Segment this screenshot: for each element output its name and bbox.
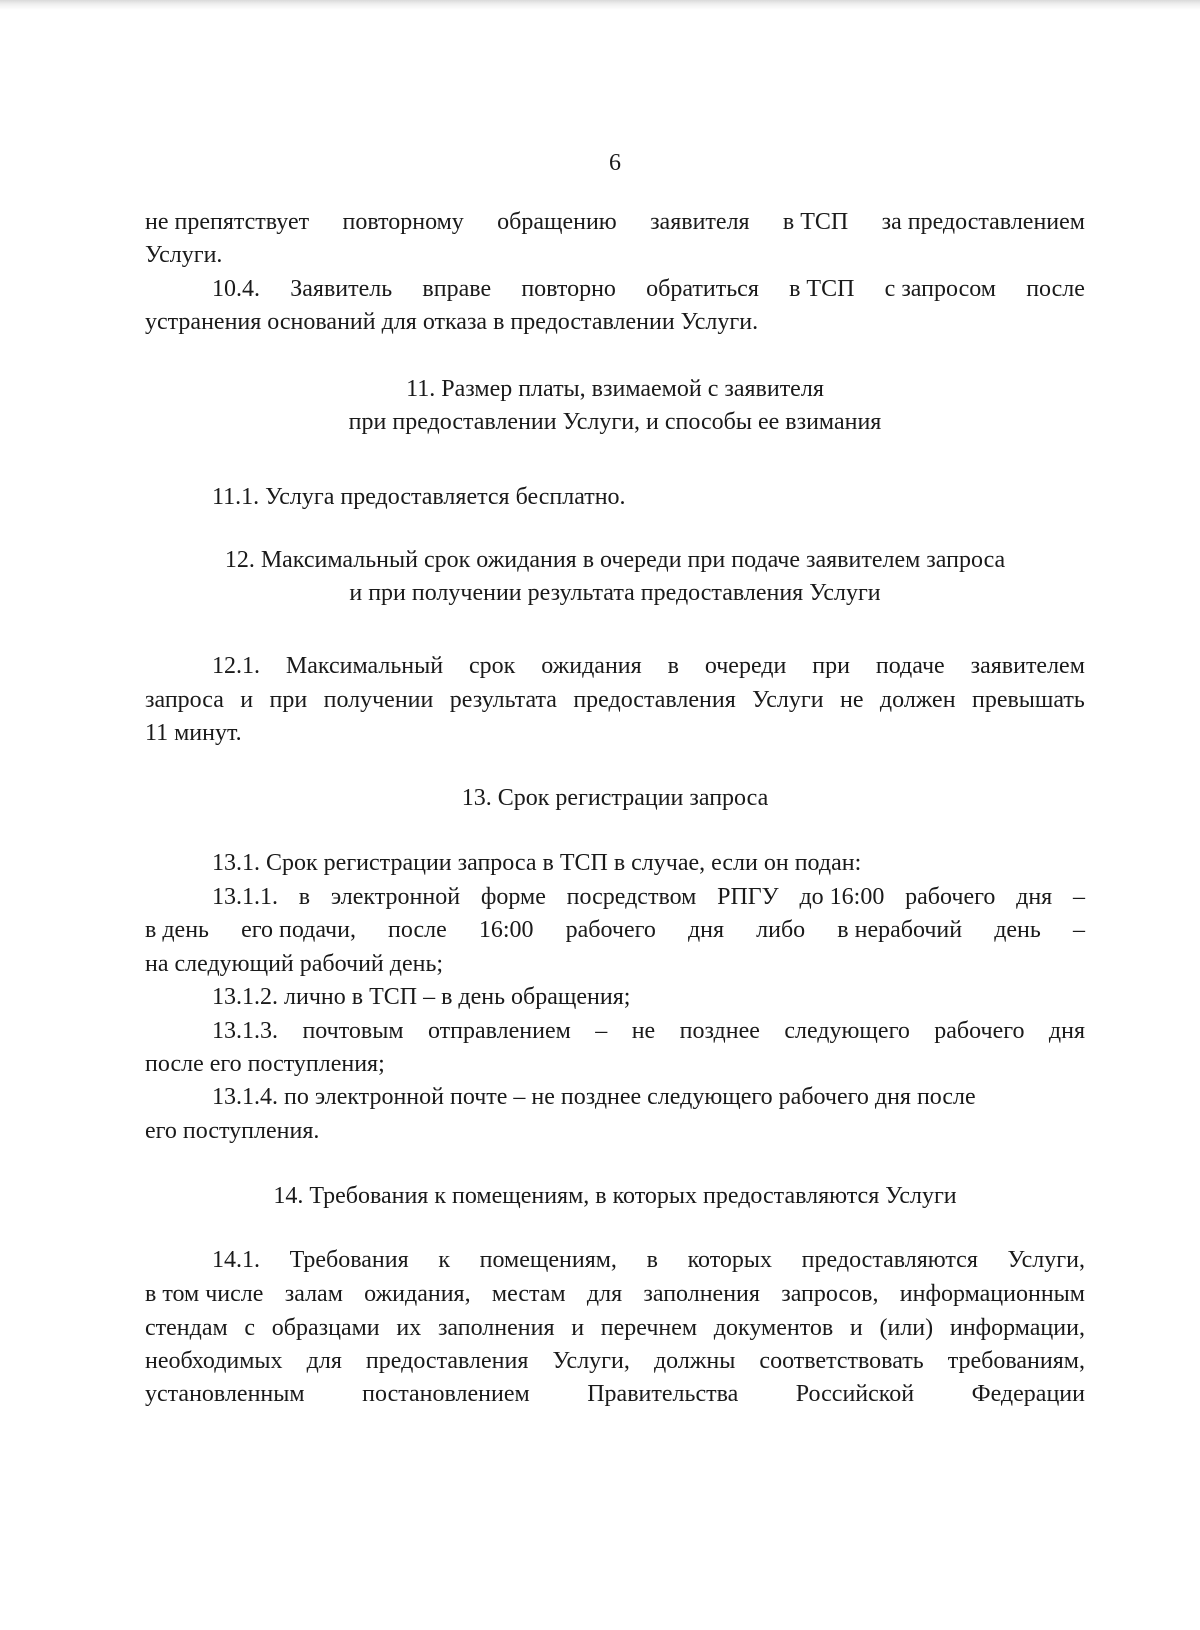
word: к <box>438 1247 450 1273</box>
section-heading-line: 13. Срок регистрации запроса <box>461 785 769 811</box>
word: – <box>1072 917 1085 943</box>
word: предоставляются <box>801 1247 978 1273</box>
text-line <box>145 1346 1085 1376</box>
word: дня <box>687 917 725 943</box>
word: с запросом <box>884 276 996 302</box>
text-line <box>212 651 1085 681</box>
text-line <box>212 274 1085 304</box>
text-line: после его поступления; <box>145 1051 385 1077</box>
word: в нерабочий <box>837 917 963 943</box>
word: предоставления <box>573 687 736 713</box>
text-line: 13.1.4. по электронной почте – не позднее следующего рабочего дня после <box>212 1084 976 1110</box>
word: постановлением <box>362 1381 530 1407</box>
word: обращению <box>497 209 617 235</box>
word: Услуги, <box>552 1348 630 1374</box>
word: – <box>595 1018 608 1044</box>
text-line: 13.1.2. лично в ТСП – в день обращения; <box>212 984 631 1010</box>
word: его подачи, <box>241 917 356 943</box>
word: не <box>840 687 864 713</box>
word: заполнения <box>643 1281 760 1307</box>
word: после <box>388 917 447 943</box>
word: при <box>812 653 850 679</box>
word: срок <box>469 653 516 679</box>
text-line <box>212 882 1085 912</box>
text-line: 11.1. Услуга предоставляется бесплатно. <box>212 484 626 510</box>
word: залам <box>284 1281 343 1307</box>
word: дня <box>1048 1018 1085 1044</box>
word: в <box>298 884 311 910</box>
word: рабочего <box>905 884 996 910</box>
word: в <box>646 1247 658 1273</box>
word: вправе <box>422 276 492 302</box>
word: Услуги <box>752 687 824 713</box>
word: Российской <box>795 1381 915 1407</box>
text-line: устранения оснований для отказа в предоставлении Услуги. <box>145 309 759 335</box>
text-line <box>145 1379 1085 1409</box>
word: рабочего <box>565 917 656 943</box>
word: при <box>269 687 308 713</box>
text-line <box>145 207 1085 237</box>
word: РПГУ <box>717 884 779 910</box>
text-line: Услуги. <box>145 242 223 268</box>
word: в ТСП <box>782 209 849 235</box>
word: Максимальный <box>285 653 444 679</box>
page-number: 6 <box>609 150 621 176</box>
word: необходимых <box>145 1348 283 1374</box>
word: не <box>631 1018 656 1044</box>
word: перечнем <box>600 1315 698 1341</box>
word: для <box>306 1348 342 1374</box>
word: с <box>244 1315 256 1341</box>
word: получении <box>323 687 434 713</box>
word: повторно <box>521 276 616 302</box>
word: за предоставлением <box>881 209 1085 235</box>
word: ожидания, <box>364 1281 471 1307</box>
word: Заявитель <box>290 276 393 302</box>
word: позднее <box>679 1018 760 1044</box>
word: электронной <box>330 884 461 910</box>
text-line: его поступления. <box>145 1118 320 1144</box>
word: 10.4. <box>212 276 260 302</box>
word: форме <box>480 884 546 910</box>
section-heading-line: и при получении результата предоставления Услуги <box>349 580 881 606</box>
section-heading-line: 12. Максимальный срок ожидания в очереди при подаче заявителем запроса <box>224 547 1006 573</box>
word: местам <box>491 1281 566 1307</box>
word: Федерации <box>971 1381 1085 1407</box>
word: соответствовать <box>759 1348 924 1374</box>
text-line: 13.1. Срок регистрации запроса в ТСП в случае, если он подан: <box>212 850 862 876</box>
word: заполнения <box>437 1315 555 1341</box>
word: 13.1.1. <box>212 884 278 910</box>
word: либо <box>756 917 806 943</box>
word: запроса <box>145 687 224 713</box>
word: повторному <box>342 209 464 235</box>
word: и <box>849 1315 863 1341</box>
word: Правительства <box>587 1381 739 1407</box>
text-line <box>212 1245 1085 1275</box>
word: – <box>1073 884 1085 910</box>
word: дня <box>1016 884 1053 910</box>
word: почтовым <box>302 1018 404 1044</box>
word: предоставления <box>365 1348 529 1374</box>
word: должны <box>653 1348 736 1374</box>
section-heading-line: 11. Размер платы, взимаемой с заявителя <box>406 376 824 402</box>
section-heading-line: при предоставлении Услуги, и способы ее взимания <box>348 409 882 435</box>
word: заявителя <box>650 209 750 235</box>
word: и <box>240 687 254 713</box>
word: следующего <box>784 1018 910 1044</box>
word: и <box>571 1315 585 1341</box>
word: требованиям, <box>947 1348 1085 1374</box>
word: информационным <box>899 1281 1085 1307</box>
word: результата <box>449 687 557 713</box>
word: (или) <box>879 1315 934 1341</box>
text-line <box>212 1016 1085 1046</box>
word: подаче <box>875 653 945 679</box>
word: которых <box>687 1247 773 1273</box>
word: образцами <box>271 1315 380 1341</box>
word: рабочего <box>934 1018 1025 1044</box>
word: документов <box>713 1315 834 1341</box>
text-line <box>145 1313 1085 1343</box>
text-line <box>145 915 1085 945</box>
word: для <box>586 1281 623 1307</box>
word: Требования <box>289 1247 409 1273</box>
text-line: на следующий рабочий день; <box>145 951 444 977</box>
word: запросов, <box>781 1281 879 1307</box>
word: после <box>1026 276 1085 302</box>
text-line: 11 минут. <box>145 720 242 746</box>
text-line <box>145 685 1085 715</box>
word: в ТСП <box>789 276 855 302</box>
word: 12.1. <box>212 653 260 679</box>
word: день <box>994 917 1041 943</box>
word: отправлением <box>427 1018 571 1044</box>
word: 16:00 <box>478 917 534 943</box>
word: в том числе <box>145 1281 264 1307</box>
word: в день <box>145 917 209 943</box>
word: 13.1.3. <box>212 1018 278 1044</box>
word: 14.1. <box>212 1247 260 1273</box>
word: стендам <box>145 1315 228 1341</box>
word: их <box>396 1315 422 1341</box>
word: заявителем <box>970 653 1085 679</box>
word: очереди <box>704 653 787 679</box>
word: не препятствует <box>145 209 310 235</box>
word: в <box>667 653 679 679</box>
word: обратиться <box>646 276 759 302</box>
word: ожидания <box>541 653 642 679</box>
word: должен <box>879 687 956 713</box>
word: превышать <box>971 687 1085 713</box>
word: Услуги, <box>1007 1247 1085 1273</box>
word: информации, <box>949 1315 1085 1341</box>
word: посредством <box>566 884 697 910</box>
section-heading-line: 14. Требования к помещениям, в которых предоставляются Услуги <box>273 1183 957 1209</box>
word: помещениям, <box>479 1247 617 1273</box>
word: установленным <box>145 1381 305 1407</box>
word: до 16:00 <box>799 884 885 910</box>
text-line <box>145 1279 1085 1309</box>
